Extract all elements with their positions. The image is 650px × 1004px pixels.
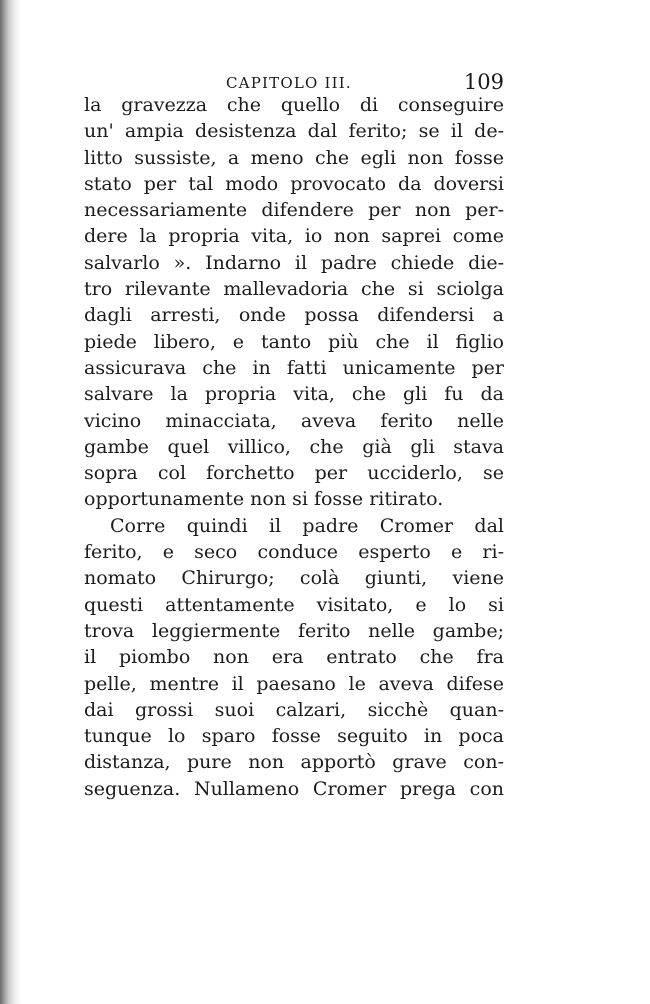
text-line-17-paragraph-start: Corre quindi il padre Cromer dal (110, 514, 504, 537)
page-number: 109 (463, 70, 504, 94)
text-line-5: necessariamente difendere per non per- (84, 199, 504, 222)
text-line-27: seguenza. Nullameno Cromer prega con (84, 777, 504, 800)
text-line-7: salvarlo ». Indarno il padre chiede die- (84, 251, 504, 274)
text-line-14: gambe quel villico, che già gli stava (84, 435, 504, 458)
text-line-11: assicurava che in fatti unicamente per (84, 356, 504, 379)
text-line-3: litto sussiste, a meno che egli non fosse (84, 146, 504, 169)
text-line-10: piede libero, e tanto più che il figlio (84, 330, 504, 353)
text-line-19: nomato Chirurgo; colà giunti, viene (84, 567, 504, 590)
text-line-23: pelle, mentre il paesano le aveva difese (84, 672, 504, 695)
text-line-24: dai grossi suoi calzari, sicchè quan- (84, 698, 504, 721)
text-line-20: questi attentamente visitato, e lo si (84, 593, 504, 616)
text-line-26: distanza, pure non apportò grave con- (84, 751, 504, 774)
text-line-8: tro rilevante mallevadoria che si sciolga (84, 278, 504, 301)
text-line-9: dagli arresti, onde possa difendersi a (84, 304, 504, 327)
text-line-12: salvare la propria vita, che gli fu da (84, 383, 504, 406)
text-line-15: sopra col forchetto per ucciderlo, se (84, 462, 504, 485)
text-line-18: ferito, e seco conduce esperto e ri- (84, 541, 504, 564)
text-line-25: tunque lo sparo fosse seguito in poca (84, 725, 504, 748)
running-head: CAPITOLO III. (226, 74, 352, 92)
text-line-6: dere la propria vita, io non saprei come (84, 225, 504, 248)
text-line-1: la gravezza che quello di conseguire (84, 94, 504, 116)
text-line-22: il piombo non era entrato che fra (84, 646, 504, 669)
text-line-21: trova leggiermente ferito nelle gambe; (84, 619, 504, 642)
page-gutter-shadow (0, 0, 22, 1004)
text-line-16: opportunamente non si fosse ritirato. (84, 488, 444, 511)
text-line-4: stato per tal modo provocato da doversi (84, 172, 504, 195)
text-line-13: vicino minacciata, aveva ferito nelle (84, 409, 504, 432)
text-line-2: un' ampia desistenza dal ferito; se il de- (84, 120, 504, 143)
body-text (84, 92, 504, 802)
